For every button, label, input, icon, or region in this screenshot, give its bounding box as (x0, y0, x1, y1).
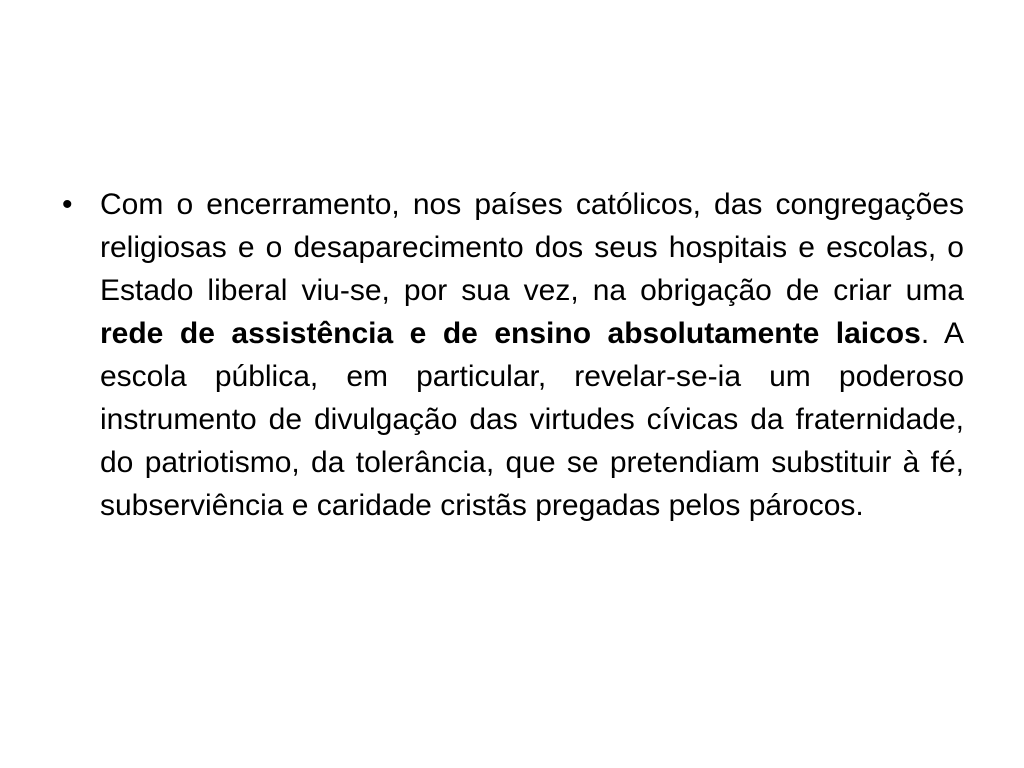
bullet-marker: • (62, 188, 73, 221)
paragraph-bold-text: rede de assistência e de ensino absolutamente laicos (100, 317, 921, 350)
bullet-item (62, 183, 964, 527)
paragraph-text-before: Com o encerramento, nos países católicos, das congregações religiosas e o desaparecimento dos seus hospitais e escolas, o Estado liberal viu-se, por sua vez, na obrigação de criar uma (100, 188, 964, 307)
bullet-list (62, 183, 964, 527)
paragraph-text-after: . A escola pública, em particular, revelar-se-ia um poderoso instrumento de divulgação das virtudes cívicas da fraternidade, do patriotismo, da tolerância, que se pretendiam substituir à fé, subserviência e caridade cristãs pregadas pelos párocos. (100, 317, 965, 522)
